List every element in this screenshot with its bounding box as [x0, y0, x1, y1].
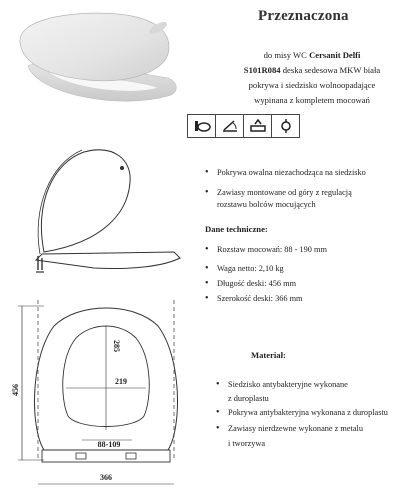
description-text: do misy WC [263, 50, 307, 60]
feature-item: • Pokrywa owalna niezachodząca na siedzisko [205, 167, 366, 178]
tech-item: • Szerokość deski: 366 mm [205, 293, 303, 304]
product-photo [8, 6, 188, 116]
side-view-drawing [14, 142, 194, 278]
description-text: deska sedesowa MKW biała [282, 65, 381, 75]
dimension-height: 456 [11, 384, 20, 396]
material-item-continued: i tworzywa [228, 439, 266, 448]
feature-icon-strip [187, 114, 300, 138]
material-item: • Pokrywa antybakteryjna wykonana z duroplastu [216, 407, 388, 418]
dimension-width: 366 [100, 473, 112, 482]
slow-close-icon [216, 115, 244, 137]
material-header: Materiał: [251, 350, 286, 360]
feature-item: • Zawiasy montowane od góry z regulacją [205, 187, 352, 198]
material-item-continued: z duroplastu [228, 394, 269, 403]
description-code: S101R084 [243, 65, 281, 75]
tech-header: Dane techniczne: [205, 224, 268, 234]
tech-item: • Waga netto: 2,10 kg [205, 263, 284, 274]
quick-release-icon [244, 115, 272, 137]
hinge-adjust-icon [272, 115, 299, 137]
tech-item: • Rozstaw mocowań: 88 - 190 mm [205, 244, 327, 255]
dimension-inner-length: 285 [112, 340, 121, 352]
description-line-1 [214, 48, 410, 63]
description-line-2 [214, 63, 410, 78]
page-title: Przeznaczona [258, 8, 349, 24]
description-line-4: wypinana z kompletem mocowań [254, 95, 370, 105]
material-item: • Zawiasy nierdzewne wykonane z metalu [216, 423, 363, 434]
tech-item: • Długość deski: 456 mm [205, 278, 297, 289]
feature-item-continued: rozstawu bolców mocujących [217, 200, 316, 209]
top-view-drawing [4, 298, 200, 496]
description-line-3: pokrywa i siedzisko wolnoopadające [248, 80, 376, 90]
description-model: Cersanit Delfi [309, 50, 361, 60]
material-item: • Siedzisko antybakteryjne wykonane [216, 379, 348, 390]
dimension-hinge-spacing: 88-109 [97, 440, 121, 449]
dimension-inner-width: 219 [115, 377, 127, 386]
toilet-seat-icon [188, 115, 216, 137]
